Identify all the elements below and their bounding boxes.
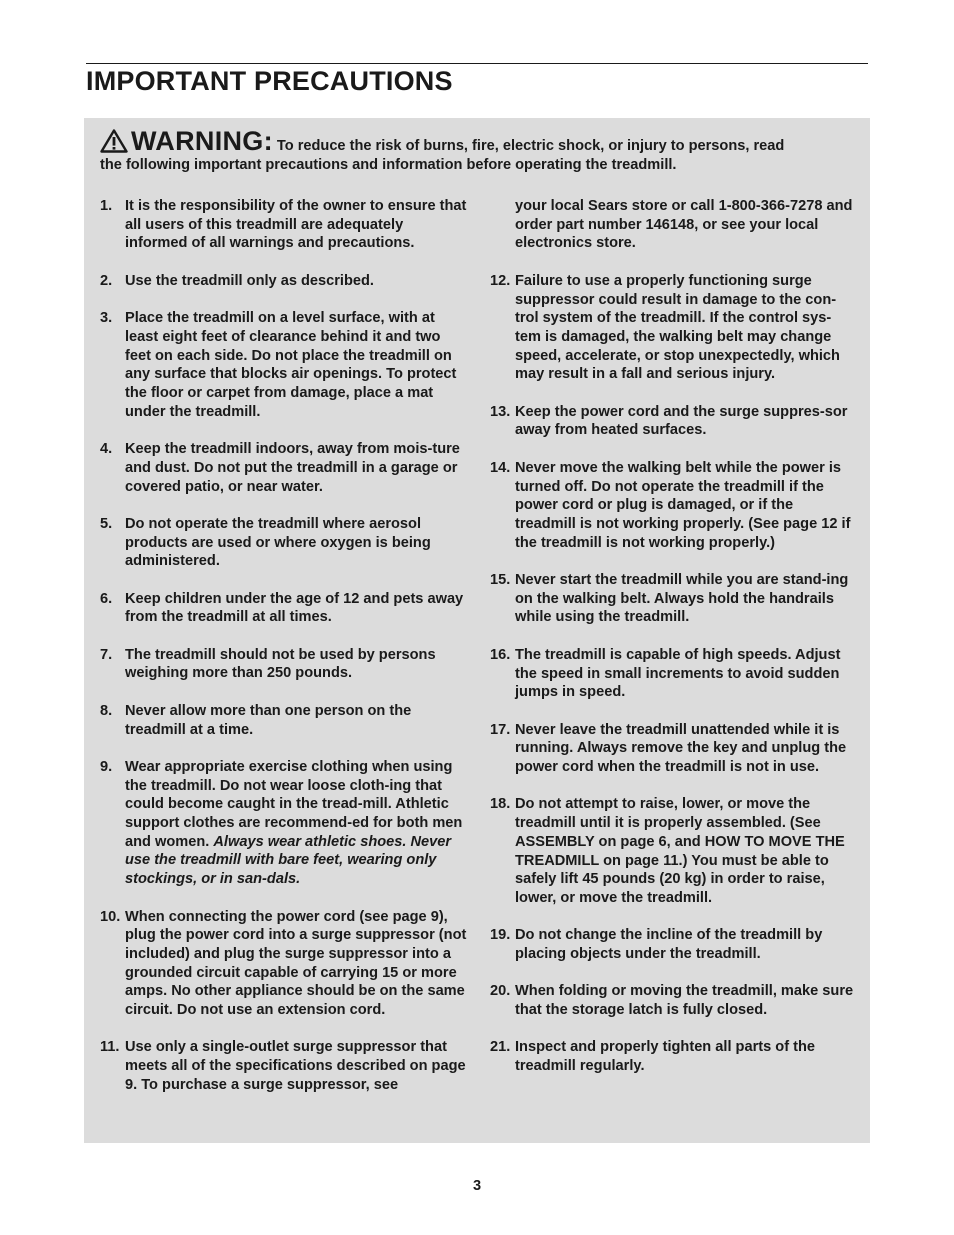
precaution-columns bbox=[100, 197, 854, 1113]
precaution-item bbox=[100, 908, 468, 1020]
warning-text-line-1: To reduce the risk of burns, fire, electric shock, or injury to persons, read bbox=[276, 138, 785, 154]
precaution-item bbox=[100, 1038, 468, 1094]
precaution-item bbox=[490, 982, 854, 1019]
precaution-item bbox=[100, 590, 468, 627]
precaution-item bbox=[100, 440, 468, 496]
item-text: Keep the power cord and the surge suppres-sor away from heated surfaces. bbox=[515, 403, 848, 439]
precaution-item-continued bbox=[490, 197, 854, 253]
item-number: 3. bbox=[100, 310, 113, 327]
precaution-item bbox=[490, 795, 854, 907]
precaution-item bbox=[490, 721, 854, 777]
item-text: Wear appropriate exercise clothing when using the treadmill. Do not wear loose cloth-ing that could become caught in the tread-mill. Athletic support clothes are recommend-ed for both men and women. bbox=[125, 758, 463, 850]
item-number: 7. bbox=[100, 646, 113, 663]
item-number: 9. bbox=[100, 758, 113, 775]
item-text: your local Sears store or call 1-800-366-7278 and order part number 146148, or see your local electronics store. bbox=[515, 198, 853, 252]
item-number: 17. bbox=[490, 721, 511, 738]
precaution-item bbox=[490, 272, 854, 384]
item-number: 6. bbox=[100, 590, 113, 607]
item-text: Never allow more than one person on the treadmill at a time. bbox=[125, 702, 412, 738]
item-text: When connecting the power cord (see page 9), plug the power cord into a surge suppressor (not included) and plug the surge suppressor into a grounded circuit capable of carrying 15 or more amps. No other appliance should be on the same circuit. Do not use an extension cord. bbox=[125, 908, 467, 1019]
precaution-item bbox=[490, 646, 854, 702]
item-number: 13. bbox=[490, 403, 511, 420]
warning-line-1 bbox=[100, 126, 854, 156]
item-text: Place the treadmill on a level surface, with at least eight feet of clearance behind it and two feet on each side. Do not place the treadmill on any surface that blocks air openings. To protect the floor or carpet from damage, place a mat under the treadmill. bbox=[125, 310, 457, 420]
item-number: 20. bbox=[490, 983, 511, 1000]
item-number: 12. bbox=[490, 272, 511, 289]
item-text: It is the responsibility of the owner to ensure that all users of this treadmill are adequately informed of all warnings and precautions. bbox=[125, 198, 467, 252]
item-text: Never start the treadmill while you are stand-ing on the walking belt. Always hold the handrails while using the treadmill. bbox=[515, 572, 849, 626]
item-text-italic: Always wear athletic shoes. Never use the treadmill with bare feet, wearing only stockings, or in san-dals. bbox=[125, 833, 452, 888]
item-number: 16. bbox=[490, 646, 511, 663]
warning-heading: WARNING: bbox=[131, 126, 273, 156]
item-number: 11. bbox=[100, 1039, 120, 1056]
precaution-item bbox=[100, 702, 468, 739]
item-number: 21. bbox=[490, 1039, 511, 1056]
precaution-item bbox=[100, 515, 468, 571]
page-title: IMPORTANT PRECAUTIONS bbox=[86, 66, 453, 96]
precaution-item bbox=[490, 403, 854, 440]
item-text: Use the treadmill only as described. bbox=[125, 272, 374, 289]
item-number: 15. bbox=[490, 572, 511, 588]
item-number: 5. bbox=[100, 515, 113, 532]
precautions-left-column bbox=[100, 197, 468, 1113]
item-text: Do not attempt to raise, lower, or move the treadmill until it is properly assembled. (See ASSEMBLY on page 6, and HOW TO MOVE THE TREADMILL on page 11.) You must be able to safely lift 45 pounds (20 kg) in order to raise, lower, or move the treadmill. bbox=[515, 796, 845, 906]
warning-triangle-icon bbox=[100, 129, 128, 153]
precaution-item bbox=[490, 1038, 854, 1075]
item-text: The treadmill should not be used by persons weighing more than 250 pounds. bbox=[125, 646, 436, 682]
page-number: 3 bbox=[472, 1178, 482, 1194]
warning-text-line-2: the following important precautions and information before operating the treadmill. bbox=[100, 157, 677, 173]
precaution-item bbox=[100, 309, 468, 421]
item-number: 2. bbox=[100, 272, 113, 289]
item-number: 1. bbox=[100, 198, 113, 214]
item-number: 4. bbox=[100, 441, 113, 458]
item-text: When folding or moving the treadmill, make sure that the storage latch is fully closed. bbox=[515, 983, 854, 1019]
item-number: 14. bbox=[490, 459, 511, 476]
precaution-item bbox=[490, 571, 854, 627]
precaution-item bbox=[490, 926, 854, 963]
precaution-item bbox=[100, 646, 468, 683]
item-number: 8. bbox=[100, 702, 113, 719]
precautions-panel bbox=[84, 118, 870, 1143]
item-text: Failure to use a properly functioning surge suppressor could result in damage to the con-trol system of the treadmill. If the control sys-tem is damaged, the walking belt may change speed, accelerate, or stop unexpectedly, which may result in a fall and serious injury. bbox=[515, 272, 840, 383]
item-text: Never leave the treadmill unattended while it is running. Always remove the key and unplug the power cord when the treadmill is not in use. bbox=[515, 721, 847, 775]
precaution-item bbox=[100, 272, 468, 291]
item-number: 19. bbox=[490, 927, 511, 944]
item-text: Keep the treadmill indoors, away from mois-ture and dust. Do not put the treadmill in a garage or covered patio, or near water. bbox=[125, 441, 460, 495]
item-text: The treadmill is capable of high speeds. Adjust the speed in small increments to avoid sudden jumps in speed. bbox=[515, 646, 841, 701]
precaution-item bbox=[490, 459, 854, 553]
item-text: Inspect and properly tighten all parts of the treadmill regularly. bbox=[515, 1039, 816, 1075]
precaution-item bbox=[100, 758, 468, 889]
item-number: 18. bbox=[490, 796, 511, 813]
item-text: Do not operate the treadmill where aerosol products are used or where oxygen is being administered. bbox=[125, 515, 431, 570]
precautions-right-column bbox=[490, 197, 854, 1113]
precaution-item bbox=[100, 197, 468, 253]
item-text: Keep children under the age of 12 and pets away from the treadmill at all times. bbox=[125, 590, 464, 626]
item-text: Use only a single-outlet surge suppressor that meets all of the specifications described on page 9. To purchase a surge suppressor, see bbox=[125, 1039, 466, 1093]
item-text: Do not change the incline of the treadmill by placing objects under the treadmill. bbox=[515, 927, 823, 962]
warning-block bbox=[100, 126, 854, 175]
item-text: Never move the walking belt while the power is turned off. Do not operate the treadmill if the power cord or plug is damaged, or if the treadmill is not working properly. (See page 12 if the treadmill is not working properly.) bbox=[515, 459, 851, 551]
item-number: 10. bbox=[100, 908, 121, 925]
